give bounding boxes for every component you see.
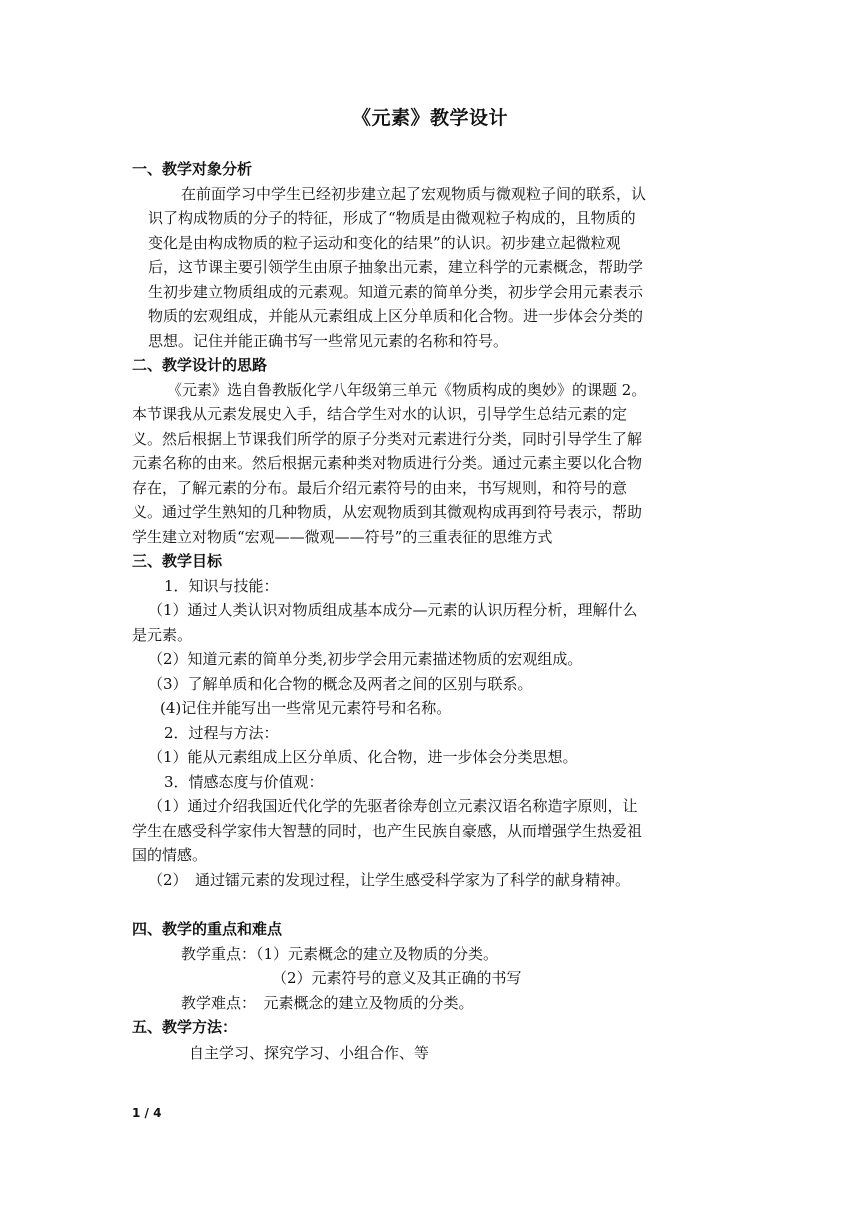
paragraph-line: （1）能从元素组成上区分单质、化合物，进一步体会分类思想。 — [148, 748, 578, 766]
paragraph-line: 本节课我从元素发展史入手，结合学生对水的认识，引导学生总结元素的定 — [132, 405, 628, 423]
page-number: 1 / 4 — [132, 1106, 162, 1120]
paragraph-line: 元素名称的由来。然后根据元素种类对物质进行分类。通过元素主要以化合物 — [132, 454, 643, 472]
paragraph-line: 义。通过学生熟知的几种物质，从宏观物质到其微观构成再到符号表示，帮助 — [132, 503, 643, 521]
paragraph-line: 在前面学习中学生已经初步建立起了宏观物质与微观粒子间的联系，认 — [181, 185, 647, 203]
paragraph-line: 学生在感受科学家伟大智慧的同时，也产生民族自豪感，从而增强学生热爱祖 — [132, 822, 643, 840]
paragraph-line: 国的情感。 — [132, 846, 208, 864]
paragraph-line: 识了构成物质的分子的特征，形成了“物质是由微观粒子构成的，且物质的 — [148, 209, 636, 227]
paragraph-line: 思想。记住并能正确书写一些常见元素的名称和符号。 — [148, 332, 509, 350]
paragraph-line: 教学重点：（1）元素概念的建立及物质的分类。 — [181, 945, 499, 963]
paragraph-line: 生初步建立物质组成的元素观。知道元素的简单分类，初步学会用元素表示 — [148, 283, 644, 301]
paragraph-line: 后，这节课主要引领学生由原子抽象出元素，建立科学的元素概念，帮助学 — [148, 258, 644, 276]
paragraph-line: 存在，了解元素的分布。最后介绍元素符号的由来，书写规则，和符号的意 — [132, 479, 628, 497]
paragraph-line: 物质的宏观组成，并能从元素组成上区分单质和化合物。进一步体会分类的 — [148, 307, 644, 325]
section-heading-2: 二、教学设计的思路 — [132, 356, 268, 374]
document-title: 《元素》教学设计 — [351, 107, 508, 129]
paragraph-line: （2）元素符号的意义及其正确的书写 — [272, 969, 522, 987]
paragraph-line: （3）了解单质和化合物的概念及两者之间的区别与联系。 — [148, 675, 533, 693]
paragraph-line: 学生建立对物质“宏观——微观——符号”的三重表征的思维方式 — [132, 528, 553, 546]
paragraph-line: 自主学习、探究学习、小组合作、等 — [189, 1044, 430, 1062]
paragraph-line: （2） 通过镭元素的发现过程，让学生感受科学家为了科学的献身精神。 — [148, 871, 631, 889]
section-heading-3: 三、教学目标 — [132, 552, 223, 570]
section-heading-1: 一、教学对象分析 — [132, 160, 253, 178]
paragraph-line: 3．情感态度与价值观： — [164, 773, 324, 791]
paragraph-line: 变化是由构成物质的粒子运动和变化的结果”的认识。初步建立起微粒观 — [148, 234, 621, 252]
paragraph-line: 是元素。 — [132, 626, 193, 644]
paragraph-line: 1．知识与技能： — [164, 577, 279, 595]
paragraph-line: （2）知道元素的简单分类,初步学会用元素描述物质的宏观组成。 — [148, 650, 583, 668]
section-heading-5: 五、教学方法： — [132, 1018, 238, 1036]
section-heading-4: 四、教学的重点和难点 — [132, 920, 283, 938]
paragraph-line: 2．过程与方法： — [164, 724, 279, 742]
paragraph-line: 义。然后根据上节课我们所学的原子分类对元素进行分类，同时引导学生了解 — [132, 430, 643, 448]
paragraph-line: 教学难点： 元素概念的建立及物质的分类。 — [181, 994, 474, 1012]
paragraph-line: （1）通过人类认识对物质组成基本成分—元素的认识历程分析，理解什么 — [148, 601, 638, 619]
paragraph-line: (4)记住并能写出一些常见元素符号和名称。 — [160, 699, 452, 717]
paragraph-line: 《元素》选自鲁教版化学八年级第三单元《物质构成的奥妙》的课题 2。 — [167, 381, 647, 399]
paragraph-line: （1）通过介绍我国近代化学的先驱者徐寿创立元素汉语名称造字原则，让 — [148, 797, 638, 815]
